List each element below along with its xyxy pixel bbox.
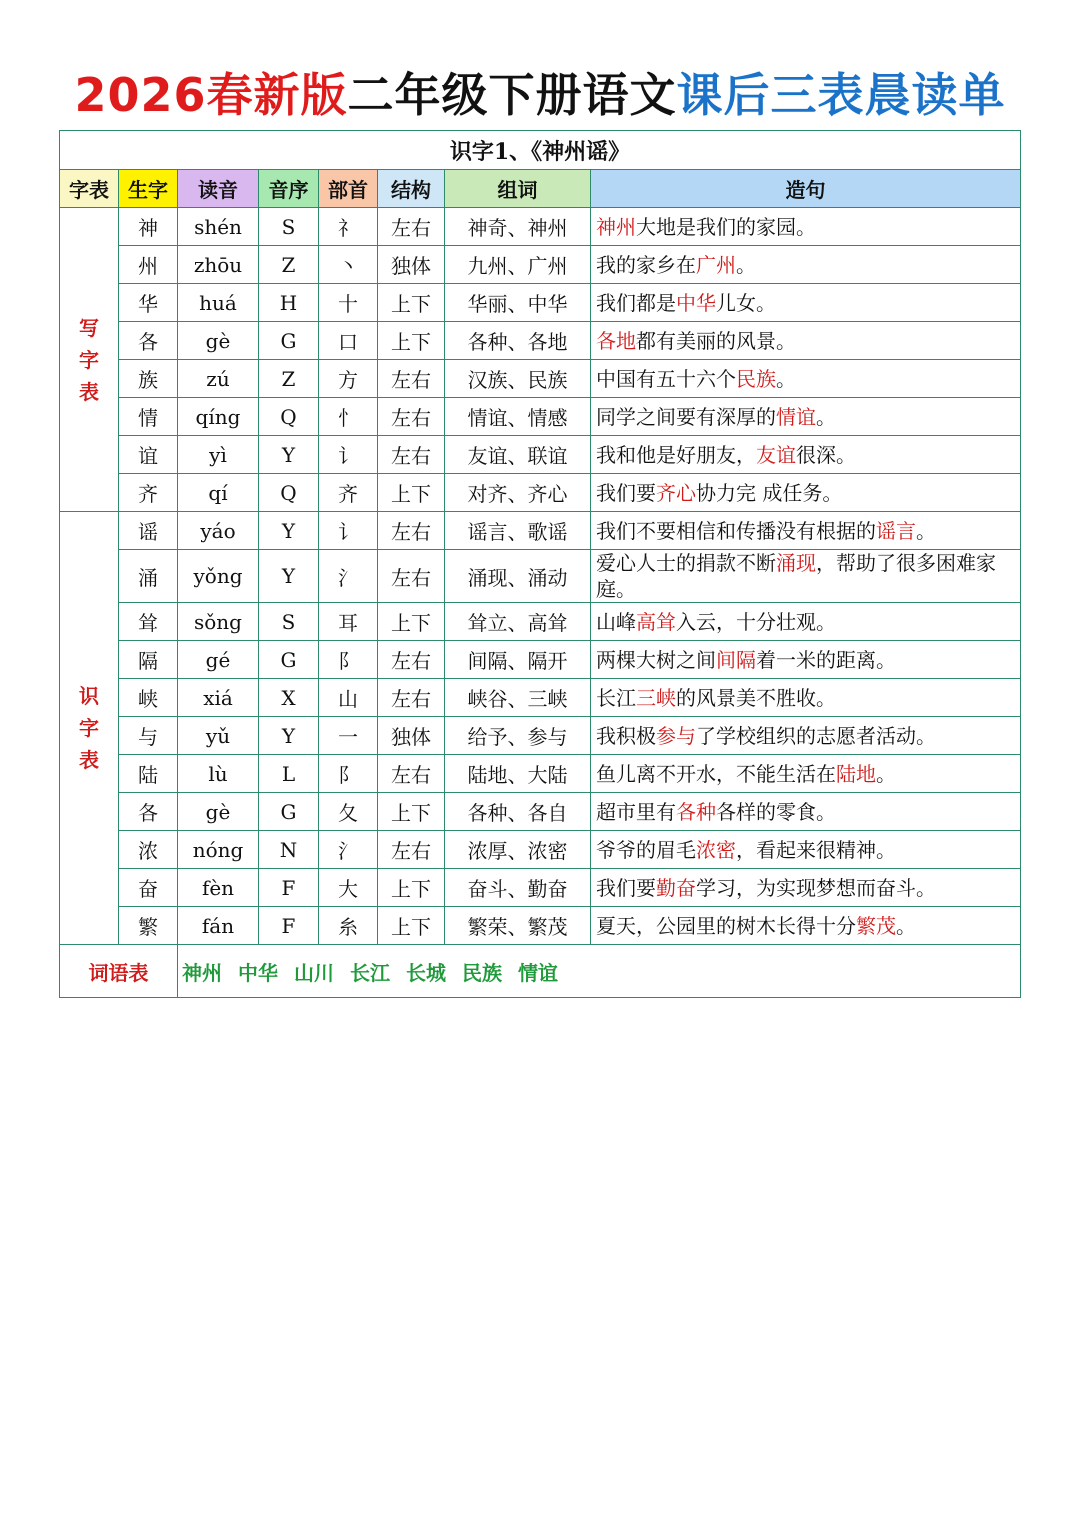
- character-cell: 涌: [119, 550, 178, 603]
- sentence-cell: [591, 869, 1021, 907]
- structure-cell: 上下: [378, 793, 445, 831]
- initial-cell: G: [259, 793, 319, 831]
- xiezi-section-label-char: 写: [79, 315, 99, 340]
- table-row: [60, 246, 1021, 284]
- sentence-cell: [591, 793, 1021, 831]
- pinyin-cell: yì: [178, 436, 259, 474]
- character-cell: 华: [119, 284, 178, 322]
- character-cell: 浓: [119, 831, 178, 869]
- header-bushou: 部首: [319, 170, 378, 208]
- header-zuci: 组词: [445, 170, 591, 208]
- shizi-section-label-char: 表: [79, 748, 99, 772]
- sentence-text: ，帮助了很多困难家庭。: [596, 551, 996, 601]
- shizi-section-label: [60, 512, 119, 945]
- character-cell: 峡: [119, 679, 178, 717]
- initial-cell: Y: [259, 550, 319, 603]
- words-cell: 谣言、歌谣: [445, 512, 591, 550]
- sentence-highlight: 参与: [656, 723, 696, 748]
- radical-cell: 口: [319, 322, 378, 360]
- table-row: [60, 717, 1021, 755]
- sentence-cell: [591, 603, 1021, 641]
- table-row: [60, 755, 1021, 793]
- sentence-highlight: 情谊: [776, 404, 816, 429]
- sentence-highlight: 勤奋: [656, 875, 696, 900]
- words-cell: 峡谷、三峡: [445, 679, 591, 717]
- character-cell: 情: [119, 398, 178, 436]
- radical-cell: 阝: [319, 755, 378, 793]
- structure-cell: 左右: [378, 398, 445, 436]
- sentence-text: 入云，十分壮观。: [676, 609, 836, 634]
- initial-cell: N: [259, 831, 319, 869]
- character-cell: 谣: [119, 512, 178, 550]
- pinyin-cell: gè: [178, 793, 259, 831]
- character-cell: 与: [119, 717, 178, 755]
- sentence-text: 大地是我们的家园。: [636, 214, 816, 239]
- sentence-text: 。: [736, 252, 756, 277]
- shizi-section-label-char: 识: [79, 684, 99, 708]
- sentence-text: 我们要: [596, 480, 656, 505]
- structure-cell: 左右: [378, 360, 445, 398]
- sentence-cell: [591, 907, 1021, 945]
- character-cell: 隔: [119, 641, 178, 679]
- sentence-highlight: 三峡: [636, 685, 676, 710]
- sentence-text: 我积极: [596, 723, 656, 748]
- vocab-word: 情谊: [518, 960, 558, 985]
- sentence-highlight: 浓密: [696, 837, 736, 862]
- table-row: [60, 907, 1021, 945]
- table-row: [60, 436, 1021, 474]
- structure-cell: 独体: [378, 246, 445, 284]
- structure-cell: 左右: [378, 208, 445, 246]
- character-cell: 州: [119, 246, 178, 284]
- sentence-text: 很深。: [796, 442, 856, 467]
- sentence-cell: [591, 679, 1021, 717]
- sentence-highlight: 各种: [676, 799, 716, 824]
- page-title: [0, 62, 1080, 128]
- sentence-text: 都有美丽的风景。: [636, 328, 796, 353]
- vocab-label: 词语表: [60, 945, 178, 998]
- words-cell: 奋斗、勤奋: [445, 869, 591, 907]
- sentence-cell: [591, 717, 1021, 755]
- sentence-text: 我们要: [596, 875, 656, 900]
- character-cell: 各: [119, 793, 178, 831]
- character-cell: 奋: [119, 869, 178, 907]
- sentence-text: 。: [916, 518, 936, 543]
- table-row: [60, 869, 1021, 907]
- sentence-text: 。: [896, 913, 916, 938]
- sentence-text: 我们都是: [596, 290, 676, 315]
- vocab-word: 山川: [294, 960, 334, 985]
- initial-cell: Q: [259, 398, 319, 436]
- words-cell: 情谊、情感: [445, 398, 591, 436]
- radical-cell: 耳: [319, 603, 378, 641]
- sentence-text: 我们不要相信和传播没有根据的: [596, 518, 876, 543]
- sentence-highlight: 广州: [696, 252, 736, 277]
- sentence-cell: [591, 831, 1021, 869]
- xiezi-section-label-char: 字: [79, 347, 99, 372]
- pinyin-cell: yǔ: [178, 717, 259, 755]
- sentence-text: 儿女。: [716, 290, 776, 315]
- lesson-title-row: [60, 131, 1021, 170]
- table-row: [60, 398, 1021, 436]
- sentence-highlight: 各地: [596, 328, 636, 353]
- vocab-word: 民族: [462, 960, 502, 985]
- table-row: [60, 512, 1021, 550]
- radical-cell: 阝: [319, 641, 378, 679]
- words-cell: 华丽、中华: [445, 284, 591, 322]
- radical-cell: 十: [319, 284, 378, 322]
- radical-cell: 讠: [319, 436, 378, 474]
- sentence-text: 。: [876, 761, 896, 786]
- structure-cell: 左右: [378, 512, 445, 550]
- table-row: [60, 603, 1021, 641]
- table-row: [60, 793, 1021, 831]
- character-cell: 耸: [119, 603, 178, 641]
- pinyin-cell: gé: [178, 641, 259, 679]
- vocab-word: 长城: [406, 960, 446, 985]
- structure-cell: 左右: [378, 436, 445, 474]
- sentence-text: 山峰: [596, 609, 636, 634]
- character-cell: 神: [119, 208, 178, 246]
- title-part-2: 二年级下册语文: [347, 68, 677, 122]
- radical-cell: 大: [319, 869, 378, 907]
- title-part-3: 课后三表晨读单: [676, 68, 1006, 122]
- header-yinxu: 音序: [259, 170, 319, 208]
- header-row: [60, 170, 1021, 208]
- words-cell: 各种、各地: [445, 322, 591, 360]
- sentence-cell: [591, 550, 1021, 603]
- pinyin-cell: fán: [178, 907, 259, 945]
- initial-cell: Y: [259, 436, 319, 474]
- table-row: [60, 641, 1021, 679]
- header-zaoju: 造句: [591, 170, 1021, 208]
- pinyin-cell: fèn: [178, 869, 259, 907]
- xiezi-section-label: [60, 208, 119, 512]
- sentence-text: 各样的零食。: [716, 799, 836, 824]
- vocab-words: [178, 945, 1021, 998]
- initial-cell: G: [259, 322, 319, 360]
- sentence-text: 我和他是好朋友，: [596, 442, 756, 467]
- structure-cell: 上下: [378, 322, 445, 360]
- shizi-section-label-char: 字: [79, 716, 99, 740]
- sentence-highlight: 神州: [596, 214, 636, 239]
- radical-cell: 氵: [319, 831, 378, 869]
- initial-cell: S: [259, 208, 319, 246]
- initial-cell: Y: [259, 512, 319, 550]
- vocab-word: 长江: [350, 960, 390, 985]
- radical-cell: 一: [319, 717, 378, 755]
- character-cell: 齐: [119, 474, 178, 512]
- sentence-text: 协力完 成任务。: [696, 480, 843, 505]
- initial-cell: Z: [259, 360, 319, 398]
- sentence-text: 了学校组织的志愿者活动。: [696, 723, 936, 748]
- pinyin-cell: zhōu: [178, 246, 259, 284]
- radical-cell: 丶: [319, 246, 378, 284]
- structure-cell: 上下: [378, 284, 445, 322]
- sentence-text: 学习，为实现梦想而奋斗。: [696, 875, 936, 900]
- pinyin-cell: yáo: [178, 512, 259, 550]
- radical-cell: 夂: [319, 793, 378, 831]
- sentence-text: 爱心人士的捐款不断: [596, 551, 776, 575]
- pinyin-cell: lù: [178, 755, 259, 793]
- sentence-highlight: 齐心: [656, 480, 696, 505]
- structure-cell: 左右: [378, 831, 445, 869]
- radical-cell: 忄: [319, 398, 378, 436]
- words-cell: 间隔、隔开: [445, 641, 591, 679]
- vocabulary-table: [59, 130, 1021, 998]
- sentence-cell: [591, 398, 1021, 436]
- initial-cell: Y: [259, 717, 319, 755]
- sentence-text: 。: [776, 366, 796, 391]
- words-cell: 各种、各自: [445, 793, 591, 831]
- words-cell: 友谊、联谊: [445, 436, 591, 474]
- structure-cell: 上下: [378, 869, 445, 907]
- words-cell: 陆地、大陆: [445, 755, 591, 793]
- radical-cell: 糸: [319, 907, 378, 945]
- words-cell: 耸立、高耸: [445, 603, 591, 641]
- words-cell: 九州、广州: [445, 246, 591, 284]
- header-shengzi: 生字: [119, 170, 178, 208]
- sentence-highlight: 民族: [736, 366, 776, 391]
- initial-cell: H: [259, 284, 319, 322]
- header-zibiao: 字表: [60, 170, 119, 208]
- xiezi-section-label-char: 表: [79, 379, 99, 404]
- sentence-cell: [591, 436, 1021, 474]
- sentence-text: 长江: [596, 685, 636, 710]
- character-cell: 繁: [119, 907, 178, 945]
- initial-cell: Q: [259, 474, 319, 512]
- initial-cell: X: [259, 679, 319, 717]
- words-cell: 对齐、齐心: [445, 474, 591, 512]
- sentence-cell: [591, 208, 1021, 246]
- table-row: [60, 360, 1021, 398]
- initial-cell: G: [259, 641, 319, 679]
- initial-cell: L: [259, 755, 319, 793]
- initial-cell: F: [259, 869, 319, 907]
- pinyin-cell: shén: [178, 208, 259, 246]
- sentence-text: 夏天，公园里的树木长得十分: [596, 913, 856, 938]
- sentence-text: 中国有五十六个: [596, 366, 736, 391]
- lesson-title: 识字1、《神州谣》: [60, 131, 1021, 170]
- pinyin-cell: sǒng: [178, 603, 259, 641]
- sentence-highlight: 友谊: [756, 442, 796, 467]
- sentence-highlight: 涌现: [776, 551, 816, 575]
- sentence-cell: [591, 641, 1021, 679]
- table-row: [60, 550, 1021, 603]
- words-cell: 神奇、神州: [445, 208, 591, 246]
- table-row: [60, 679, 1021, 717]
- sentence-cell: [591, 474, 1021, 512]
- radical-cell: 齐: [319, 474, 378, 512]
- table-row: [60, 322, 1021, 360]
- pinyin-cell: nóng: [178, 831, 259, 869]
- initial-cell: F: [259, 907, 319, 945]
- sentence-cell: [591, 360, 1021, 398]
- character-cell: 各: [119, 322, 178, 360]
- pinyin-cell: zú: [178, 360, 259, 398]
- sentence-text: 爷爷的眉毛: [596, 837, 696, 862]
- words-cell: 汉族、民族: [445, 360, 591, 398]
- pinyin-cell: gè: [178, 322, 259, 360]
- structure-cell: 上下: [378, 474, 445, 512]
- sentence-text: 鱼儿离不开水，不能生活在: [596, 761, 836, 786]
- header-duyin: 读音: [178, 170, 259, 208]
- pinyin-cell: huá: [178, 284, 259, 322]
- radical-cell: 山: [319, 679, 378, 717]
- sentence-cell: [591, 246, 1021, 284]
- sentence-cell: [591, 322, 1021, 360]
- words-cell: 给予、参与: [445, 717, 591, 755]
- sentence-text: 我的家乡在: [596, 252, 696, 277]
- pinyin-cell: qíng: [178, 398, 259, 436]
- words-cell: 浓厚、浓密: [445, 831, 591, 869]
- structure-cell: 左右: [378, 755, 445, 793]
- vocab-word: 神州: [182, 960, 222, 985]
- title-part-1: 2026春新版: [74, 68, 348, 122]
- sentence-text: 同学之间要有深厚的: [596, 404, 776, 429]
- sentence-cell: [591, 755, 1021, 793]
- words-cell: 涌现、涌动: [445, 550, 591, 603]
- structure-cell: 独体: [378, 717, 445, 755]
- radical-cell: 讠: [319, 512, 378, 550]
- sentence-highlight: 间隔: [716, 647, 756, 672]
- pinyin-cell: xiá: [178, 679, 259, 717]
- sentence-highlight: 繁茂: [856, 913, 896, 938]
- radical-cell: 礻: [319, 208, 378, 246]
- vocab-row: [60, 945, 1021, 998]
- table-row: [60, 474, 1021, 512]
- sentence-highlight: 中华: [676, 290, 716, 315]
- pinyin-cell: qí: [178, 474, 259, 512]
- words-cell: 繁荣、繁茂: [445, 907, 591, 945]
- radical-cell: 氵: [319, 550, 378, 603]
- sentence-text: 着一米的距离。: [756, 647, 896, 672]
- sentence-text: 超市里有: [596, 799, 676, 824]
- pinyin-cell: yǒng: [178, 550, 259, 603]
- sentence-cell: [591, 284, 1021, 322]
- structure-cell: 左右: [378, 550, 445, 603]
- initial-cell: Z: [259, 246, 319, 284]
- character-cell: 族: [119, 360, 178, 398]
- radical-cell: 方: [319, 360, 378, 398]
- character-cell: 陆: [119, 755, 178, 793]
- table-row: [60, 208, 1021, 246]
- sentence-text: ，看起来很精神。: [736, 837, 896, 862]
- vocab-word: 中华: [238, 960, 278, 985]
- sentence-highlight: 谣言: [876, 518, 916, 543]
- sentence-cell: [591, 512, 1021, 550]
- sentence-highlight: 高耸: [636, 609, 676, 634]
- table-row: [60, 831, 1021, 869]
- structure-cell: 上下: [378, 603, 445, 641]
- character-cell: 谊: [119, 436, 178, 474]
- sentence-text: 的风景美不胜收。: [676, 685, 836, 710]
- structure-cell: 上下: [378, 907, 445, 945]
- sentence-text: 。: [816, 404, 836, 429]
- sentence-text: 两棵大树之间: [596, 647, 716, 672]
- structure-cell: 左右: [378, 679, 445, 717]
- sentence-highlight: 陆地: [836, 761, 876, 786]
- initial-cell: S: [259, 603, 319, 641]
- structure-cell: 左右: [378, 641, 445, 679]
- header-jiegou: 结构: [378, 170, 445, 208]
- table-row: [60, 284, 1021, 322]
